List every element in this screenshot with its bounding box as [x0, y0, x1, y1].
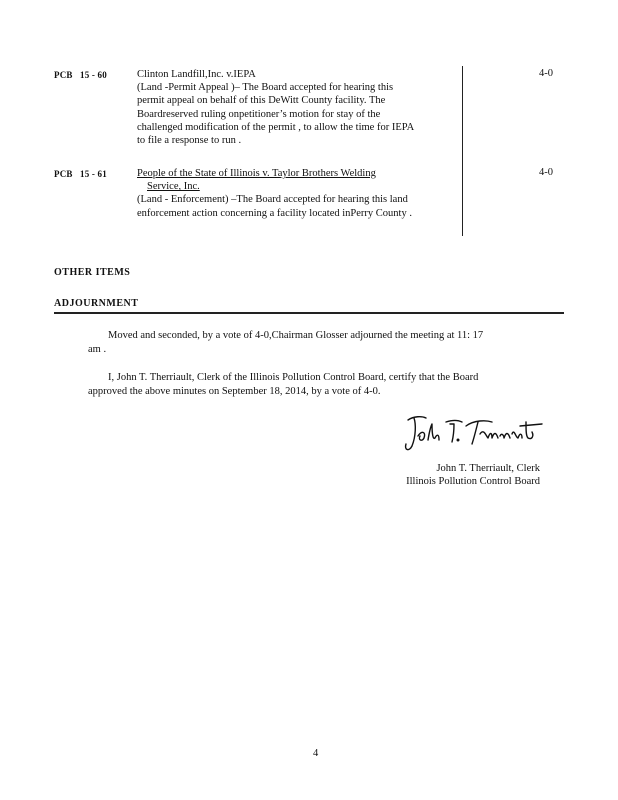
adjournment-line-2: am .	[88, 344, 107, 355]
handwritten-signature	[400, 410, 550, 458]
case-1-line-2: (Land -Permit Appeal )– The Board accepted for hearing this	[137, 82, 394, 94]
table-column-divider	[462, 66, 463, 236]
certification-line-2: approved the above minutes on September 18, 2014, by a vote of 4-0.	[88, 386, 381, 397]
adjournment-rule	[54, 312, 564, 314]
case-1-description	[137, 68, 414, 147]
case-2-line-2: Service, Inc.	[147, 181, 200, 193]
case-2-description	[137, 167, 412, 220]
clerk-name: John T. Therriault, Clerk	[436, 463, 540, 474]
adjournment-line-1: Moved and seconded, by a vote of 4-0,Chairman Glosser adjourned the meeting at 11: 17	[108, 330, 484, 341]
case-1-line-5: challenged modification of the permit , to allow the time for IEPA	[137, 121, 415, 133]
case-2-line-3: (Land - Enforcement) –The Board accepted for hearing this land	[137, 194, 408, 206]
case-2-line-4: enforcement action concerning a facility located inPerry County .	[137, 207, 412, 219]
case-1-line-6: to file a response to run .	[137, 135, 242, 147]
other-items-heading: OTHER ITEMS	[54, 267, 131, 278]
case-2-vote: 4-0	[539, 167, 553, 178]
case-1-number: 15 - 60	[80, 70, 107, 80]
case-2-line-1: People of the State of Illinois v. Taylor Brothers Welding	[137, 168, 376, 179]
adjournment-heading: ADJOURNMENT	[54, 298, 139, 309]
case-2-prefix: PCB	[54, 169, 73, 179]
case-2-number: 15 - 61	[80, 169, 107, 179]
certification-line-1: I, John T. Therriault, Clerk of the Illinois Pollution Control Board, certify that the Board	[108, 372, 479, 383]
case-1-prefix: PCB	[54, 70, 73, 80]
case-1-vote: 4-0	[539, 68, 553, 79]
case-1-line-1: Clinton Landfill,Inc. v.IEPA	[137, 69, 256, 80]
signature-block	[360, 462, 540, 488]
certification-paragraph	[88, 371, 478, 399]
page-number: 4	[313, 748, 319, 759]
adjournment-paragraph	[88, 329, 483, 357]
clerk-title: Illinois Pollution Control Board	[406, 476, 540, 487]
case-1-line-3: permit appeal on behalf of this DeWitt County facility. The	[137, 95, 386, 107]
case-1-line-4: Boardreserved ruling onpetitioner’s motion for stay of the	[137, 108, 381, 120]
